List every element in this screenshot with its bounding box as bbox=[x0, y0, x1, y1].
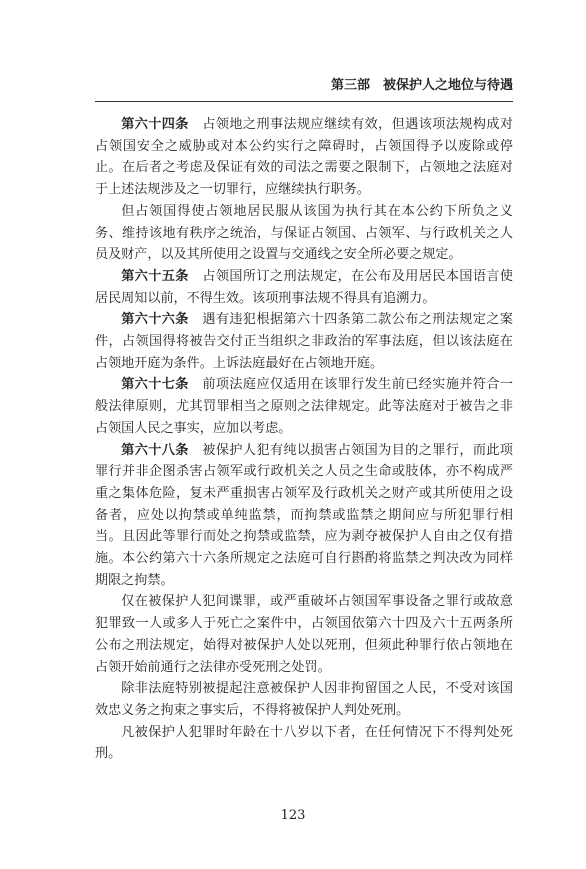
article-number: 第六十八条 bbox=[121, 442, 189, 458]
paragraph-art-68-2 bbox=[95, 591, 513, 678]
header-spacer bbox=[370, 78, 383, 93]
paragraph-art-68 bbox=[95, 440, 513, 592]
article-number: 第六十六条 bbox=[121, 312, 189, 328]
paragraph-text: 凡被保护人犯罪时年龄在十八岁以下者，在任何情况下不得判处死刑。 bbox=[95, 724, 513, 762]
header-rule bbox=[95, 101, 513, 102]
paragraph-text: 占领地之刑事法规应继续有效，但遇该项法规构成对占领国安全之威胁或对本公约实行之障碍时，占领国得予以废除或停止。在后者之考虑及保证有效的司法之需要之限制下，占领地之法庭对于上述法规涉及之一切罪行，应继续执行职务。 bbox=[95, 117, 514, 198]
paragraph-text: 占领国所订之刑法规定，在公布及用居民本国语言使居民周知以前，不得生效。该项刑事法规不得具有追溯力。 bbox=[95, 268, 514, 306]
paragraph-text: 但占领国得使占领地居民服从该国为执行其在本公约下所负之义务、维持该地有秩序之统治，与保证占领国、占领军、与行政机关之人员及财产，以及其所使用之设置与交通线之安全所必要之规定。 bbox=[95, 203, 513, 263]
paragraph-art-68-3 bbox=[95, 678, 513, 721]
paragraph-text: 被保护人犯有纯以损害占领国为目的之罪行，而此项罪行并非企图杀害占领军或行政机关之人员之生命或肢体，亦不构成严重之集体危险，复未严重损害占领军及行政机关之财产或其所使用之设备者，应处以拘禁或单纯监禁，而拘禁或监禁之期间应与所犯罪行相当。且因此等罪行而处之拘禁或监禁，应为剥夺被保护人自由之仅有措施。本公约第六十六条所规定之法庭可自行斟酌将监禁之判决改为同样期限之拘禁。 bbox=[95, 442, 514, 588]
article-number: 第六十七条 bbox=[121, 377, 189, 393]
paragraph-text: 遇有违犯根据第六十四条第二款公布之刑法规定之案件，占领国得将被告交付正当组织之非政治的军事法庭，但以该法庭在占领地开庭为条件。上诉法庭最好在占领地开庭。 bbox=[95, 312, 514, 371]
paragraph-art-64-2 bbox=[95, 201, 513, 266]
article-number: 第六十四条 bbox=[121, 117, 189, 132]
paragraph-art-65 bbox=[95, 266, 513, 309]
article-number: 第六十五条 bbox=[121, 268, 189, 284]
paragraph-art-64 bbox=[95, 114, 513, 201]
paragraph-text: 除非法庭特别被提起注意被保护人因非拘留国之人民，不受对该国效忠义务之拘束之事实后，不得将被保护人判处死刑。 bbox=[95, 681, 513, 718]
running-header bbox=[95, 76, 513, 96]
body-text bbox=[95, 114, 513, 765]
paragraph-text: 仅在被保护人犯间谍罪，或严重破坏占领国军事设备之罪行或故意犯罪致一人或多人于死亡之案件中，占领国依第六十四及六十五两条所公布之刑法规定，始得对被保护人处以死刑，但须此种罪行依占领地在占领开始前通行之法律亦受死刑之处罚。 bbox=[95, 594, 513, 675]
paragraph-art-68-4 bbox=[95, 722, 513, 765]
paragraph-art-67 bbox=[95, 374, 513, 439]
paragraph-art-66 bbox=[95, 309, 513, 374]
header-title: 被保护人之地位与待遇 bbox=[382, 78, 513, 93]
header-part: 第三部 bbox=[330, 78, 370, 93]
page-number: 123 bbox=[280, 808, 306, 823]
paragraph-text: 前项法庭应仅适用在该罪行发生前已经实施并符合一般法律原则，尤其罚罪相当之原则之法律规定。此等法庭对于被告之非占领国人民之事实，应加以考虑。 bbox=[95, 377, 514, 436]
